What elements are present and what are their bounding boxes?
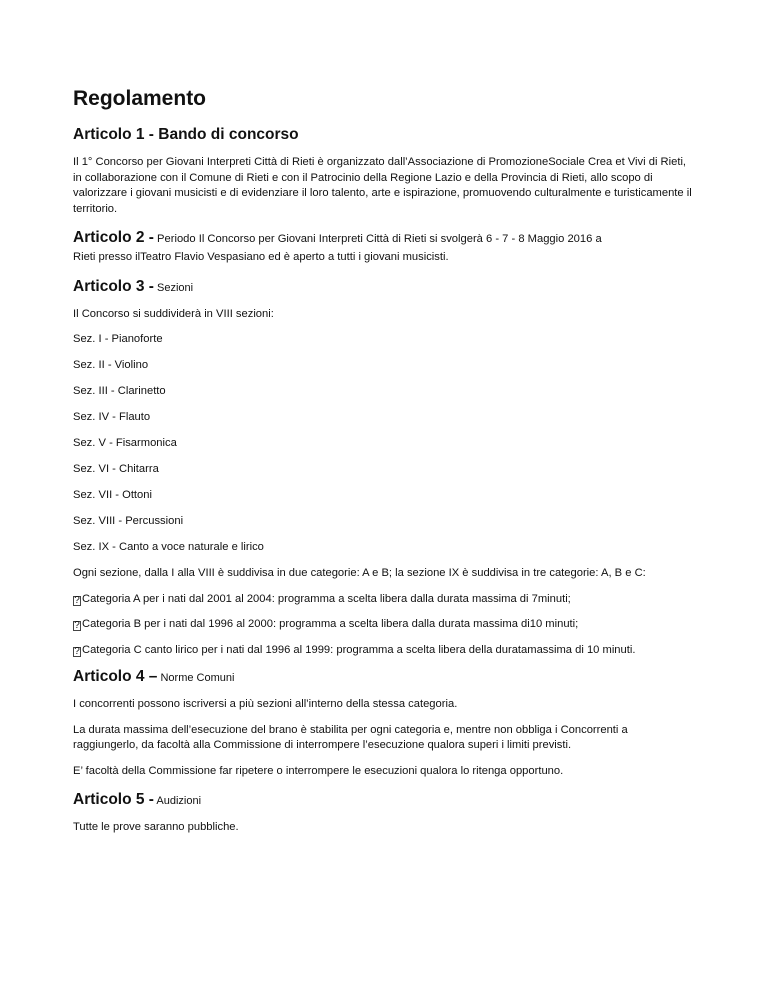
list-item: Sez. VII - Ottoni [73,489,152,501]
art1-heading: Articolo 1 - Bando di concorso [73,126,299,143]
art3-heading-label: Articolo 3 - [73,277,154,295]
category-text: Categoria A per i nati dal 2001 al 2004: programma a scelta libera dalla durata massima di 7minuti; [82,592,571,605]
page-title: Regolamento [73,87,207,110]
category-item [73,592,693,608]
art3-heading-sub: Sezioni [153,281,194,294]
category-text: Categoria C canto lirico per i nati dal 1996 al 1999: programma a scelta libera della duratamassima di 10 minuti. [82,643,636,656]
art2-heading [73,227,693,250]
category-item [73,643,693,659]
art2-inline-text: Periodo Il Concorso per Giovani Interpreti Città di Rieti si svolgerà 6 - 7 - 8 Maggio 2016 a [153,233,602,245]
art4-heading-label: Articolo 4 – [73,668,158,685]
art5-heading [73,789,693,812]
list-item: Sez. V - Fisarmonica [73,437,177,449]
art4-heading [73,666,693,689]
art2-continuation: Rieti presso ilTeatro Flavio Vespasiano ed è aperto a tutti i giovani musicisti. [73,251,449,263]
category-text: Categoria B per i nati dal 1996 al 2000: programma a scelta libera dalla durata massima di10 minuti; [82,618,579,630]
list-item: Sez. IX - Canto a voce naturale e lirico [73,541,264,553]
art4-p1: I concorrenti possono iscriversi a più sezioni all’interno della stessa categoria. [73,698,458,710]
art4-heading-sub: Norme Comuni [157,672,235,684]
art3-intro: Il Concorso si suddividerà in VIII sezioni: [73,307,274,320]
art2-heading-label: Articolo 2 - [73,229,154,246]
missing-glyph-icon: ? [74,594,80,606]
category-item [73,617,693,633]
document-page [73,86,693,846]
list-item: Sez. II - Violino [73,359,149,371]
art4-p2: La durata massima dell’esecuzione del brano è stabilita per ogni categoria e, mentre non obbliga i Concorrenti a raggiungerlo, da facoltà alla Commissione di interrompere l’esecuzione qualora superi i limiti previsti. [73,723,628,751]
art3-heading [73,276,693,299]
art3-categories-intro: Ogni sezione, dalla I alla VIII è suddivisa in due categorie: A e B; la sezione IX è suddivisa in tre categorie: A, B e C: [73,567,646,579]
art1-text: Il 1° Concorso per Giovani Interpreti Città di Rieti è organizzato dall’Associazione di PromozioneSociale Crea et Vivi di Rieti, in collaborazione con il Comune di Rieti e con il Patrocinio della Regione Lazio e della Provincia di Rieti, allo scopo di valorizzare i giovani musicisti e di evidenziare il loro talento, arte e ispirazione, promuovendo culturalmente e turisticamente il territorio. [73,156,692,215]
missing-glyph-icon: ? [74,645,80,657]
art5-heading-label: Articolo 5 - [73,791,154,808]
art4-p3: E’ facoltà della Commissione far ripetere o interrompere le esecuzioni qualora lo ritenga opportuno. [73,764,564,777]
art5-heading-sub: Audizioni [153,795,202,807]
list-item: Sez. VIII - Percussioni [73,515,184,527]
art5-p1: Tutte le prove saranno pubbliche. [73,821,239,833]
list-item: Sez. III - Clarinetto [73,385,166,397]
list-item: Sez. I - Pianoforte [73,333,163,345]
list-item: Sez. VI - Chitarra [73,463,159,475]
missing-glyph-icon: ? [74,620,80,631]
list-item: Sez. IV - Flauto [73,411,151,423]
